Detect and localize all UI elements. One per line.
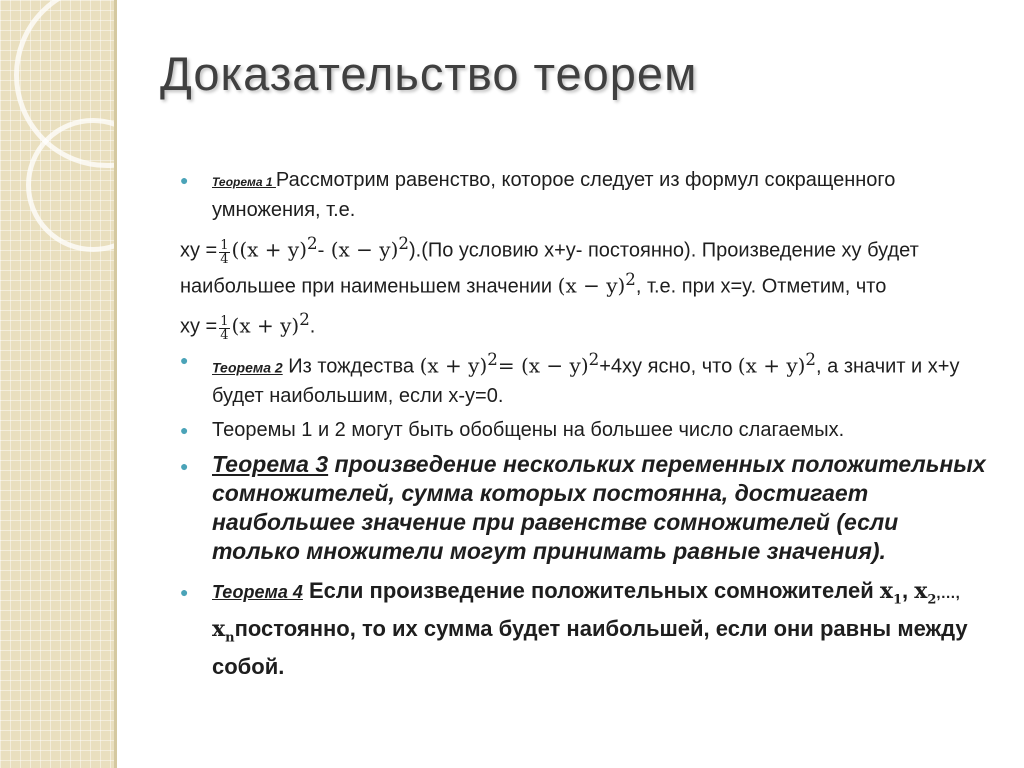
bullet-theorem-4: ● Теорема 4 Если произведение положительных сомножителей $x_1$, $x_2,\dots$, $x_nпостоянно$, то их сумма будет наибольшей, если они равны между собой. — [180, 577, 968, 680]
formula-math: x — [914, 577, 928, 604]
decorative-side-strip — [0, 0, 114, 768]
bullet-icon: ● — [180, 457, 189, 474]
strip-edge — [114, 0, 117, 768]
bullet-theorem-1 — [180, 166, 990, 224]
formula-text: , — [902, 577, 915, 603]
theorem-4-label: Теорема 4 — [212, 581, 303, 602]
theorem-1-formula: xy = $\frac{1}{4}$ ($(x + y)^2-$ $(x - y)^2).(По$ условию x+y- постоянно). Произведение xy будет наибольшее при наименьшем значении $(x - y)^2$, т.е. при x=y. Отметим, что — [180, 234, 919, 298]
generalization-text: Теоремы 1 и 2 могут быть обобщены на большее число слагаемых. — [212, 418, 845, 441]
formula-math: x — [879, 577, 893, 604]
bullet-icon: ● — [180, 172, 189, 188]
formula-text: xy = — [180, 315, 218, 338]
fraction-quarter: $\frac{1}{4}$ — [220, 313, 229, 343]
formula-text: ).(По условию x+y- постоянно). Произведение xy будет наибольшее при наименьшем значении — [180, 239, 919, 298]
formula-math: - (x − y) — [317, 237, 399, 262]
bullet-icon: ● — [180, 421, 189, 438]
theorem-3-text: произведение нескольких переменных положительных сомножителей, сумма которых постоянна, достигает наибольшее значение при равенстве сомножителей (если только множители могут принимать равные значения). — [212, 450, 986, 564]
formula-math: x — [212, 616, 226, 643]
formula-math: ((x + y) — [231, 237, 307, 262]
theorem-1-text: Рассмотрим равенство, которое следует из формул сокращенного умножения, т.е. — [212, 169, 896, 221]
bullet-icon: ● — [180, 351, 189, 368]
theorem-2-text: , а значит и x+y будет наибольшим, если x-y=0. — [212, 355, 960, 407]
formula-math: (x + y) — [419, 353, 488, 378]
theorem-3-label: Теорема 3 — [212, 450, 329, 477]
formula-text: ,…, — [936, 584, 960, 602]
formula-math: (x + y) — [737, 353, 806, 378]
formula-text: . — [309, 315, 316, 338]
formula-text: , т.е. при x=y. Отметим, что — [635, 275, 887, 298]
formula-text: xy = — [180, 239, 218, 262]
fraction-quarter: $\frac{1}{4}$ — [220, 237, 229, 267]
formula-math: (x + y) — [231, 313, 300, 338]
bullet-theorem-3 — [180, 450, 990, 566]
slide-title: Доказательство теорем — [160, 47, 698, 100]
theorem-1-result: xy = $\frac{1}{4}$ $(x + y)^2$. — [180, 310, 316, 343]
bullet-theorem-2: ● Теорема 2 Из тождества $(x + y)^2= (x - y)^2+4xy$ ясно, что $(x + y)^2$, а значит и x+y будет наибольшим, если x-y=0. — [180, 346, 990, 410]
formula-math: (x − y) — [557, 273, 626, 298]
slide-content — [180, 166, 990, 681]
bullet-icon: ● — [180, 583, 189, 600]
theorem-2-text: +4xy ясно, что — [599, 355, 738, 378]
bullet-generalization — [180, 416, 990, 444]
theorem-4-text: постоянно, то их сумма будет наибольшей, если они равны между собой. — [212, 616, 968, 680]
formula-math: = (x − y) — [497, 353, 589, 378]
theorem-2-label: Теорема 2 — [212, 359, 283, 376]
theorem-4-text: Если произведение положительных сомножителей — [302, 577, 880, 603]
theorem-2-text: Из тождества — [282, 355, 420, 378]
theorem-1-label: Теорема 1 — [212, 175, 276, 189]
